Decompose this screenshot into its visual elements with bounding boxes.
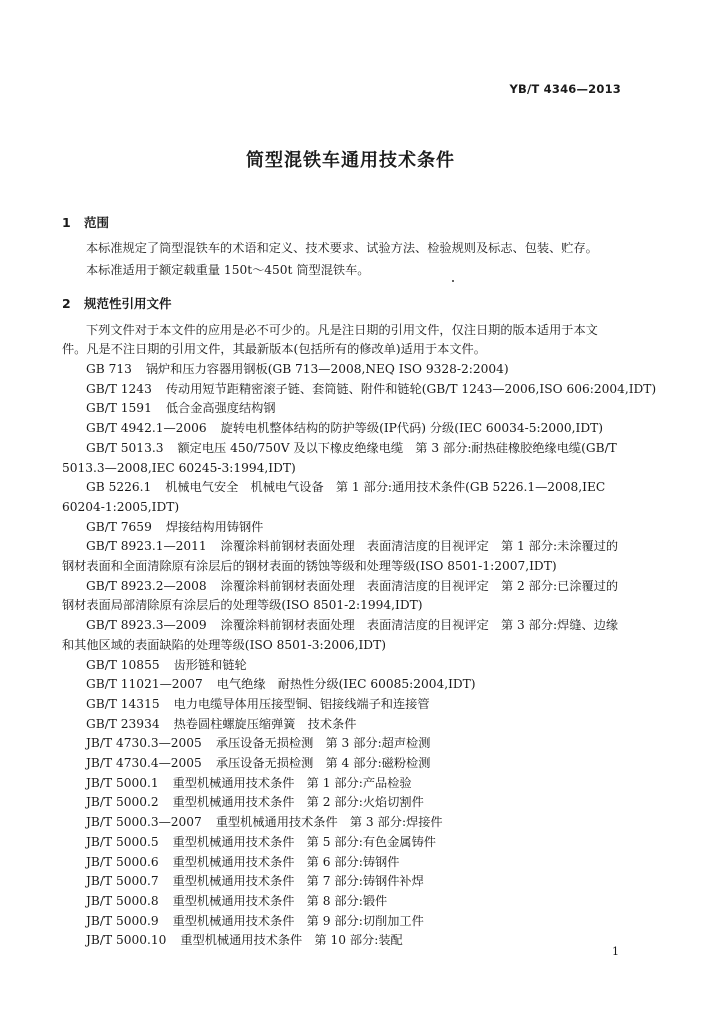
reference-title: 电气绝缘 耐热性分级(IEC 60085:2004,IDT) [216, 677, 476, 692]
reference-title: 重型机械通用技术条件 第 9 部分:切削加工件 [172, 913, 424, 928]
reference-item [86, 873, 424, 889]
reference-item [86, 854, 399, 870]
intro-paragraph: 件。凡是不注日期的引用文件，其最新版本(包括所有的修改单)适用于本文件。 [62, 342, 486, 356]
reference-code: JB/T 5000.8 [86, 893, 159, 908]
reference-title-continuation: 钢材表面和全面清除原有涂层后的钢材表面的锈蚀等级和处理等级(ISO 8501-1:2007,IDT) [62, 559, 557, 573]
reference-title: 重型机械通用技术条件 第 3 部分:焊接件 [215, 815, 443, 830]
reference-code: GB/T 10855 [86, 657, 160, 672]
reference-title: 承压设备无损检测 第 4 部分:磁粉检测 [215, 756, 431, 770]
reference-code: JB/T 5000.10 [86, 933, 167, 948]
reference-title: 涂覆涂料前钢材表面处理 表面清洁度的目视评定 第 1 部分:未涂覆过的 [220, 539, 619, 554]
reference-code: JB/T 5000.1 [86, 775, 159, 790]
reference-code: GB/T 8923.1—2011 [86, 539, 207, 554]
reference-code: GB/T 7659 [86, 519, 152, 534]
reference-item [86, 913, 424, 929]
reference-item [86, 420, 603, 436]
reference-title: 锅炉和压力容器用钢板(GB 713—2008,NEQ ISO 9328-2:2004) [145, 362, 509, 376]
reference-item [86, 617, 618, 633]
section-1-heading [62, 213, 109, 231]
reference-title: 传动用短节距精密滚子链、套筒链、附件和链轮(GB/T 1243—2006,ISO 606:2004,IDT) [165, 381, 657, 396]
reference-item [86, 834, 436, 850]
reference-title: 重型机械通用技术条件 第 5 部分:有色金属铸件 [172, 834, 436, 849]
reference-title-continuation: 和其他区域的表面缺陷的处理等级(ISO 8501-3:2006,IDT) [62, 637, 386, 652]
reference-code: GB/T 14315 [86, 696, 160, 711]
reference-item [86, 578, 618, 594]
reference-title: 涂覆涂料前钢材表面处理 表面清洁度的目视评定 第 3 部分:焊缝、边缘 [220, 618, 619, 633]
reference-code: JB/T 5000.2 [86, 795, 159, 810]
reference-code: JB/T 5000.9 [86, 913, 159, 928]
reference-code: JB/T 4730.3—2005 [86, 736, 202, 751]
section-number: 2 [62, 296, 71, 311]
section-number: 1 [62, 215, 71, 230]
reference-code: JB/T 5000.3—2007 [86, 815, 202, 830]
reference-title: 电力电缆导体用压接型铜、铝接线端子和连接管 [173, 696, 430, 711]
reference-title: 热卷圆柱螺旋压缩弹簧 技术条件 [173, 716, 357, 731]
reference-title: 涂覆涂料前钢材表面处理 表面清洁度的目视评定 第 2 部分:已涂覆过的 [220, 578, 619, 593]
scope-paragraph: 本标准适用于额定载重量 150t～450t 筒型混铁车。 [86, 263, 370, 277]
reference-title: 额定电压 450/750V 及以下橡皮绝缘电缆 第 3 部分:耐热硅橡胶绝缘电缆(GB/T [177, 440, 617, 455]
section-heading-text: 范围 [84, 215, 110, 230]
reference-item [86, 519, 263, 535]
reference-code: JB/T 5000.7 [86, 874, 159, 889]
reference-item [86, 775, 412, 791]
scope-paragraph: 本标准规定了筒型混铁车的术语和定义、技术要求、试验方法、检验规则及标志、包装、贮存。 [86, 241, 598, 255]
reference-title-continuation: 钢材表面局部清除原有涂层后的处理等级(ISO 8501-2:1994,IDT) [62, 598, 423, 613]
reference-code: GB/T 8923.2—2008 [86, 578, 207, 593]
reference-title: 机械电气安全 机械电气设备 第 1 部分:通用技术条件(GB 5226.1—2008,IEC [165, 480, 606, 495]
reference-code: JB/T 4730.4—2005 [86, 756, 202, 770]
reference-item [86, 696, 430, 712]
reference-code: GB/T 1591 [86, 401, 152, 416]
reference-code: GB/T 23934 [86, 716, 160, 731]
section-heading-text: 规范性引用文件 [84, 296, 172, 311]
reference-code: GB 5226.1 [86, 480, 152, 495]
reference-item [86, 716, 356, 732]
reference-title-continuation: 5013.3—2008,IEC 60245-3:1994,IDT) [62, 460, 296, 475]
reference-title: 低合金高强度结构钢 [165, 401, 276, 416]
reference-title: 焊接结构用铸钢件 [165, 519, 264, 534]
reference-code: GB/T 8923.3—2009 [86, 618, 207, 633]
reference-title: 重型机械通用技术条件 第 1 部分:产品检验 [172, 775, 412, 790]
reference-item [86, 361, 509, 377]
reference-item [86, 381, 656, 397]
reference-title: 重型机械通用技术条件 第 2 部分:火焰切割件 [172, 795, 424, 810]
reference-item [86, 893, 387, 909]
reference-item [86, 932, 403, 948]
reference-item [86, 676, 476, 692]
reference-title: 重型机械通用技术条件 第 8 部分:锻件 [172, 893, 388, 908]
standard-number: YB/T 4346—2013 [509, 82, 621, 96]
reference-item [86, 657, 247, 673]
reference-title-continuation: 60204-1:2005,IDT) [62, 499, 180, 514]
reference-code: GB/T 5013.3 [86, 440, 164, 455]
reference-code: JB/T 5000.6 [86, 854, 159, 869]
section-2-heading [62, 294, 172, 312]
reference-code: GB 713 [86, 362, 132, 376]
reference-code: GB/T 4942.1—2006 [86, 421, 207, 436]
reference-title: 承压设备无损检测 第 3 部分:超声检测 [215, 736, 431, 751]
page-number: 1 [612, 945, 619, 958]
reference-title: 重型机械通用技术条件 第 7 部分:铸钢件补焊 [172, 874, 424, 889]
reference-title: 重型机械通用技术条件 第 10 部分:装配 [180, 933, 403, 948]
reference-item [86, 794, 424, 810]
reference-code: GB/T 11021—2007 [86, 677, 203, 692]
reference-title: 旋转电机整体结构的防护等级(IP代码) 分级(IEC 60034-5:2000,IDT) [220, 421, 604, 436]
reference-code: JB/T 5000.5 [86, 834, 159, 849]
reference-item [86, 538, 618, 554]
reference-code: GB/T 1243 [86, 381, 152, 396]
document-title: 筒型混铁车通用技术条件 [246, 150, 455, 171]
reference-title: 齿形链和链轮 [173, 657, 247, 672]
reference-item [86, 755, 430, 771]
reference-item [86, 735, 430, 751]
reference-item [86, 814, 443, 830]
reference-item [86, 400, 276, 416]
stray-dot [452, 280, 454, 282]
reference-title: 重型机械通用技术条件 第 6 部分:铸钢件 [172, 854, 400, 869]
intro-paragraph: 下列文件对于本文件的应用是必不可少的。凡是注日期的引用文件，仅注日期的版本适用于本文 [86, 323, 598, 337]
reference-item [86, 440, 617, 456]
reference-item [86, 479, 605, 495]
